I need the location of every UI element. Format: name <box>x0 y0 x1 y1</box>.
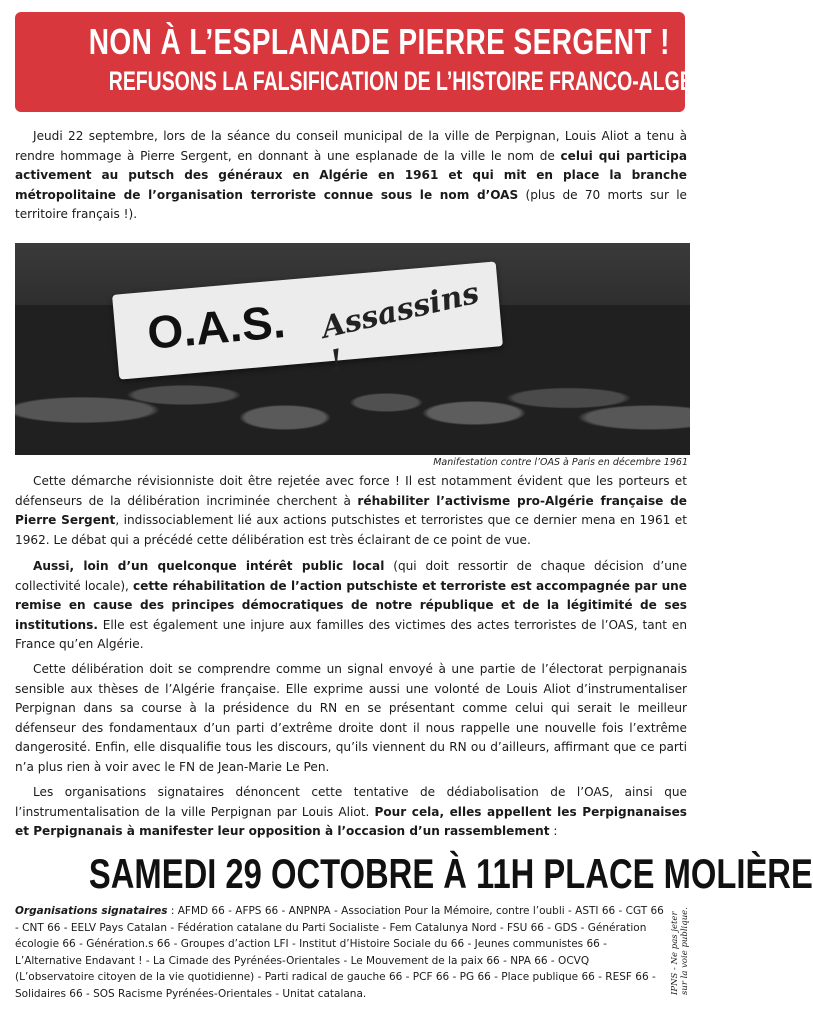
subtitle: REFUSONS LA FALSIFICATION DE L’HISTOIRE FRANCO-ALGÉRIENNE ! <box>108 66 779 96</box>
header-banner <box>15 12 779 112</box>
p5-text-bold: Pour cela, elles appellent les Perpignanaises et Perpignanais à manifester leur opposition à l’occasion d’un rassemblement <box>15 804 687 838</box>
p3-text-bold-c: cette réhabilitation de l’action putschiste et terroriste est accompagnée par une remise en cause des principes démocratiques de notre république et de la légitimité de ses institutions. <box>15 578 687 632</box>
ipns-line2: sur la voie publique. <box>680 907 690 995</box>
paragraph-revisionism <box>15 472 687 550</box>
event-announcement: SAMEDI 29 OCTOBRE À 11H PLACE MOLIÈRE <box>88 850 813 897</box>
p5-text-c: : <box>549 824 558 838</box>
ipns-notice <box>670 885 690 995</box>
protest-photo <box>15 243 690 455</box>
sign-text-assassins: Assassins ! <box>318 275 483 380</box>
ipns-line1: IPNS - Ne pas jeter <box>670 911 680 995</box>
p3-text-b: (qui doit ressortir de chaque décision d’une collectivité locale), <box>15 559 688 593</box>
p1-text-c: (plus de 70 morts sur le territoire français !). <box>15 187 687 221</box>
p3-text-d: Elle est également une injure aux familles des victimes des actes terroristes de l’OAS, tant en France qu’en Algérie. <box>15 617 687 651</box>
paragraph-signal <box>15 660 687 777</box>
sign-text-oas: O.A.S. <box>145 295 288 359</box>
p2-text-a: Cette démarche révisionniste doit être rejetée avec force ! Il est notamment évident que les porteurs et défenseurs de la délibération incriminée cherchent à <box>15 474 687 508</box>
main-title: NON À L’ESPLANADE PIERRE SERGENT ! <box>88 21 670 62</box>
p2-text-c: , indissociablement lié aux actions putschistes et terroristes que ce dernier mena en 1961 et 1962. Le débat qui a précédé cette délibération est très éclairant de ce point de vue. <box>15 513 687 547</box>
p4-text: Cette délibération doit se comprendre comme un signal envoyé à une partie de l’électorat perpignanais sensible aux thèses de l’Algérie française. Elle exprime aussi une volonté de Louis Aliot d’instrumentaliser Perpignan dans sa course à la présidence du RN en se présentant comme celui qui serait le meilleur défenseur des fondamentaux d’un parti d’extrême droite dont il nous rappelle une nouvelle fois l’extrême dangerosité. Enfin, elle disqualifie tous les discours, qu’ils viennent du RN ou d’ailleurs, affirmant que ce parti n’a plus rien à voir avec le FN de Jean-Marie Le Pen. <box>15 662 687 774</box>
p2-text-bold: réhabiliter l’activisme pro-Algérie française de Pierre Sergent <box>15 493 688 527</box>
signatories-label: Organisations signataires <box>15 905 168 917</box>
p3-text-bold-a: Aussi, loin d’un quelconque intérêt public local <box>33 559 385 573</box>
paragraph-intro <box>15 127 687 225</box>
p1-text-bold: celui qui participa activement au putsch des généraux en Algérie en 1961 et qui mit en place la branche métropolitaine de l’organisation terroriste connue sous le nom d’OAS <box>15 148 687 202</box>
photo-caption: Manifestation contre l’OAS à Paris en décembre 1961 <box>433 457 688 468</box>
signatories-list <box>15 903 665 1002</box>
signatories-text: : AFMD 66 - AFPS 66 - ANPNPA - Association Pour la Mémoire, contre l’oubli - ASTI 66 - CGT 66 - CNT 66 - EELV Pays Catalan - Fédération catalane du Parti Socialiste - Fem Catalunya Nord - FSU 66 - GDS - Génération écologie 66 - Génération.s 66 - Groupes d’action LFI - Institut d’Histoire Sociale du 66 - Jeunes communistes 66 - L’Alternative Endavant ! - La Cimade des Pyrénées-Orientales - Le Mouvement de la paix 66 - NPA 66 - OCVQ (L’observatoire citoyen de la vie quotidienne) - Parti radical de gauche 66 - PCF 66 - PG 66 - Place publique 66 - RESF 66 - Solidaires 66 - SOS Racisme Pyrénées-Orientales - Unitat catalana. <box>15 905 664 1000</box>
paragraph-call <box>15 783 687 842</box>
paragraph-public-interest <box>15 557 687 655</box>
p1-text-a: Jeudi 22 septembre, lors de la séance du conseil municipal de la ville de Perpignan, Louis Aliot a tenu à rendre hommage à Pierre Sergent, en donnant à une esplanade de la ville le nom de <box>15 129 687 163</box>
p5-text-a: Les organisations signataires dénoncent cette tentative de dédiabolisation de l’OAS, ainsi que l’instrumentalisation de la ville Perpignan par Louis Aliot. <box>15 785 687 819</box>
